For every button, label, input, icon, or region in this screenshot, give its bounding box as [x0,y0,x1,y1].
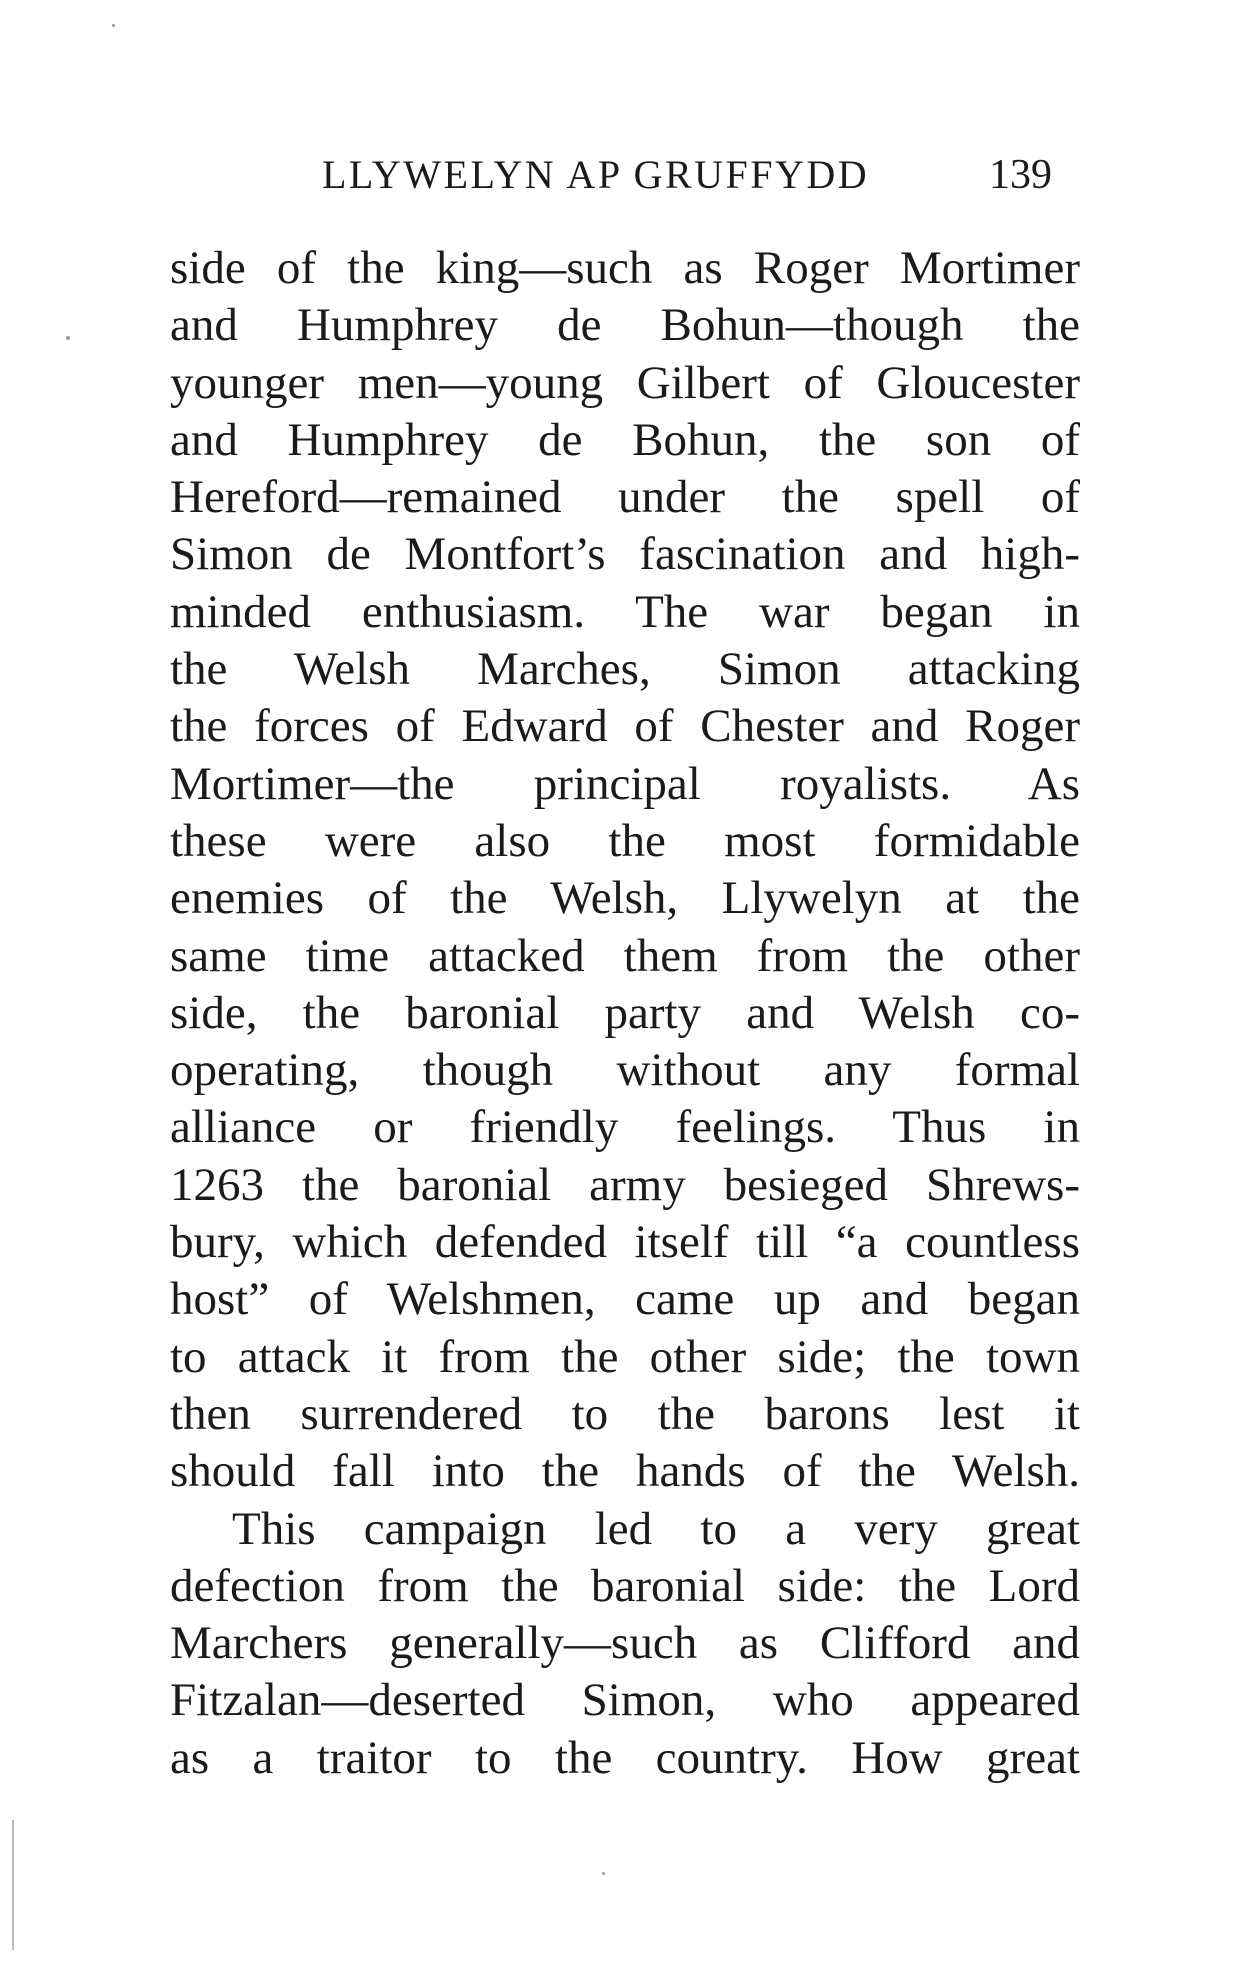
scan-speck [66,336,70,340]
text-line: alliance or friendly feelings. Thus in [170,1101,1080,1154]
text-line: to attack it from the other side; the town [170,1330,1080,1383]
text-line: side of the king—such as Roger Mortimer [170,242,1080,294]
text-line: Fitzalan—deserted Simon, who appeared [170,1674,1080,1727]
text-line: operating, though without any formal [170,1044,1080,1097]
page-number: 139 [989,152,1052,198]
paragraph-start-line: This campaign led to a very great [232,1502,1080,1555]
text-line: bury, which defended itself till “a countless [170,1216,1080,1269]
gutter-mark [12,1820,14,1950]
running-title: LLYWELYN AP GRUFFYDD [322,152,870,197]
text-line: Hereford—remained under the spell of [170,471,1080,524]
body-text [170,240,1080,1787]
paragraph-end-line: should fall into the hands of the Welsh. [170,1445,1080,1498]
text-line: enemies of the Welsh, Llywelyn at the [170,872,1080,925]
running-head [322,150,1062,200]
text-line: Mortimer—the principal royalists. As [170,757,1080,810]
text-line: defection from the baronial side: the Lord [170,1559,1080,1612]
text-line: Marchers generally—such as Clifford and [170,1617,1080,1670]
text-line: 1263 the baronial army besieged Shrews- [170,1158,1080,1211]
text-line: and Humphrey de Bohun—though the [170,299,1080,352]
text-line: Simon de Montfort’s fascination and high- [170,528,1080,581]
text-line: side, the baronial party and Welsh co- [170,986,1080,1039]
text-line: host” of Welshmen, came up and began [170,1273,1080,1326]
text-line: then surrendered to the barons lest it [170,1387,1080,1440]
text-line: the forces of Edward of Chester and Roger [170,700,1080,753]
scan-speck [602,1872,605,1875]
text-line: same time attacked them from the other [170,929,1080,982]
text-line: minded enthusiasm. The war began in [170,585,1080,638]
text-line: and Humphrey de Bohun, the son of [170,413,1080,466]
text-line: these were also the most formidable [170,814,1080,867]
text-line: the Welsh Marches, Simon attacking [170,643,1080,696]
scan-speck [112,24,115,27]
text-line: as a traitor to the country. How great [170,1731,1080,1784]
text-line: younger men—young Gilbert of Gloucester [170,356,1080,409]
